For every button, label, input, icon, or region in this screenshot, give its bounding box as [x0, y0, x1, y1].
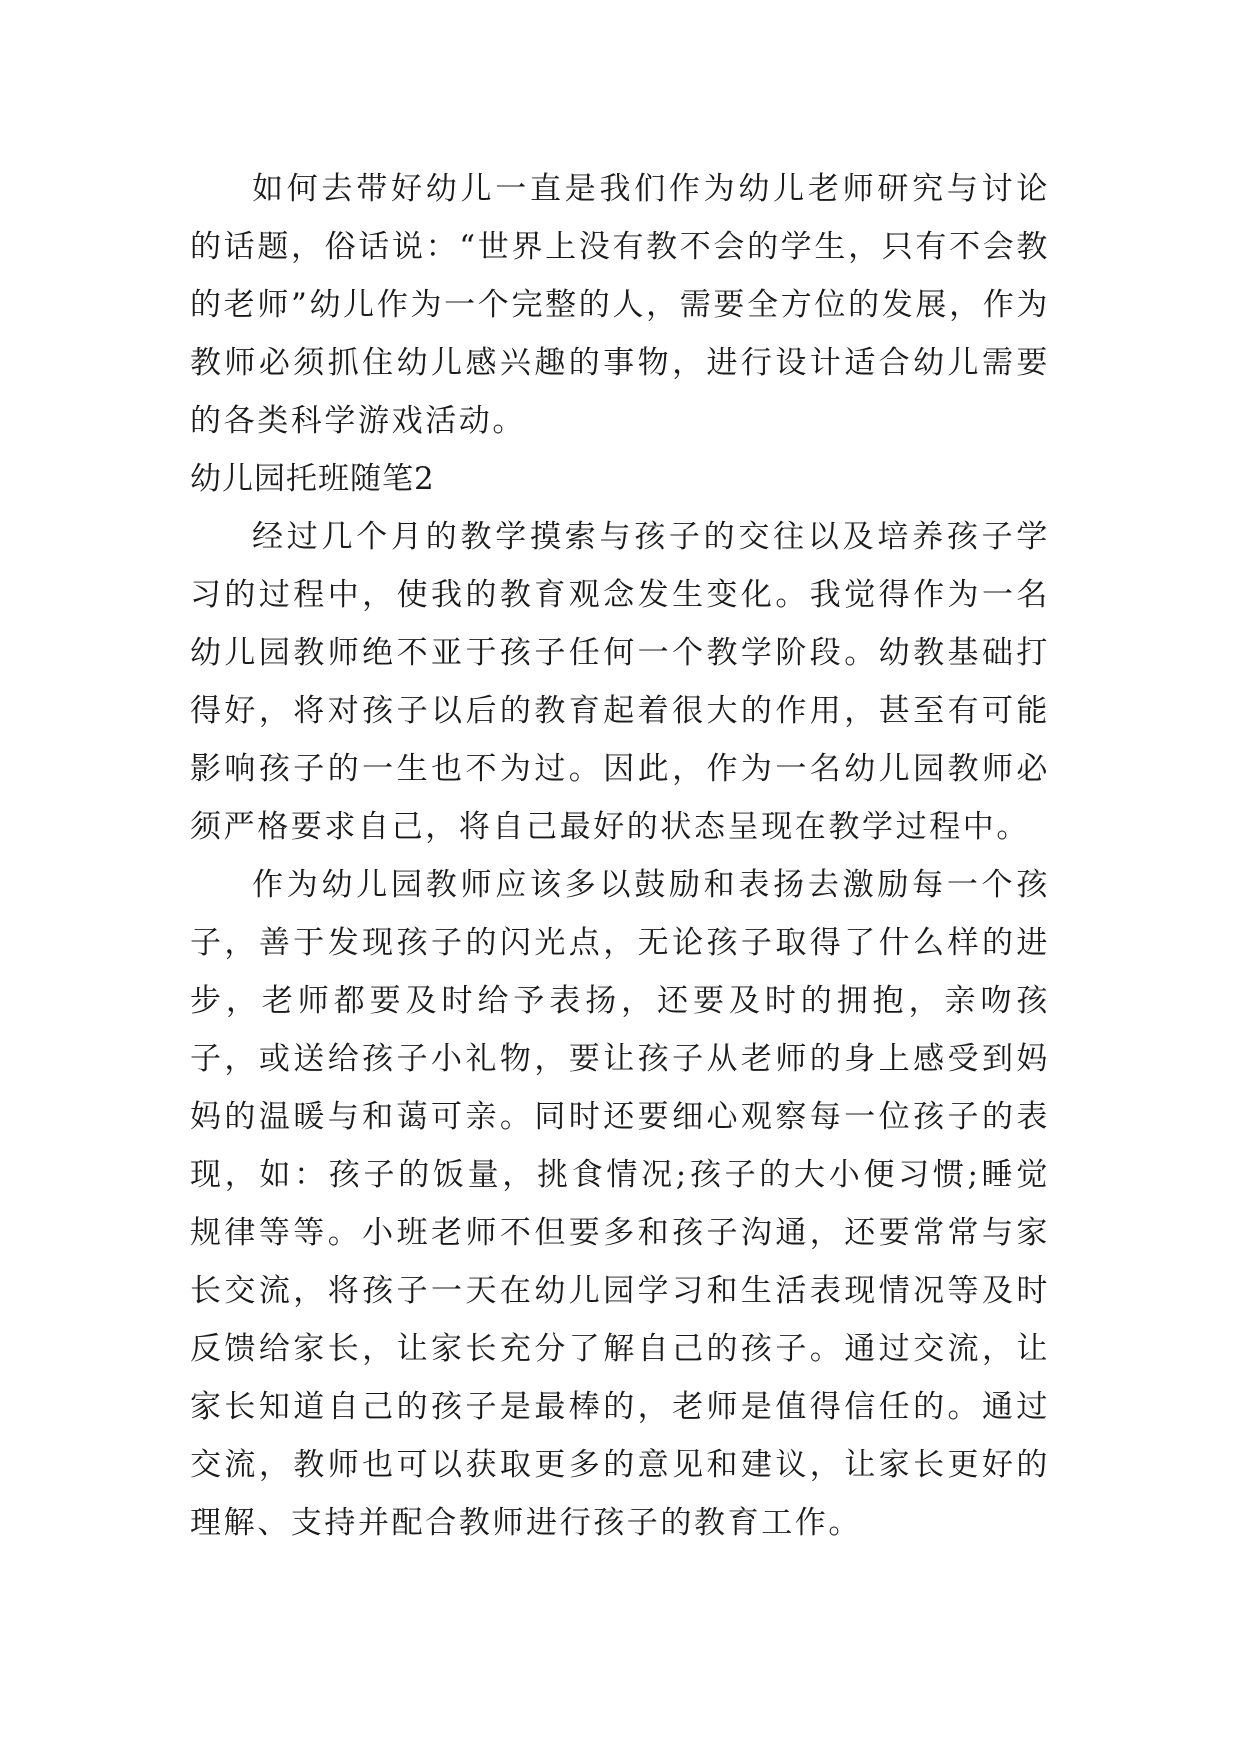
paragraph-1: 经过几个月的教学摸索与孩子的交往以及培养孩子学习的过程中，使我的教育观念发生变化。我觉得作为一名幼儿园教师绝不亚于孩子任何一个教学阶段。幼教基础打得好，将对孩子以后的教育起着很大的作用，甚至有可能影响孩子的一生也不为过。因此，作为一名幼儿园教师必须严格要求自己，将自己最好的状态呈现在教学过程中。	[190, 519, 1050, 845]
paragraph-2: 作为幼儿园教师应该多以鼓励和表扬去激励每一个孩子，善于发现孩子的闪光点，无论孩子取得了什么样的进步，老师都要及时给予表扬，还要及时的拥抱，亲吻孩子，或送给孩子小礼物，要让孩子从老师的身上感受到妈妈的温暖与和蔼可亲。同时还要细心观察每一位孩子的表现，如：孩子的饭量，挑食情况;孩子的大小便习惯;睡觉规律等等。小班老师不但要多和孩子沟通，还要常常与家长交流，将孩子一天在幼儿园学习和生活表现情况等及时反馈给家长，让家长充分了解自己的孩子。通过交流，让家长知道自己的孩子是最棒的，老师是值得信任的。通过交流，教师也可以获取更多的意见和建议，让家长更好的理解、支持并配合教师进行孩子的教育工作。	[190, 867, 1050, 1541]
section-title: 幼儿园托班随笔2	[190, 461, 435, 497]
document-body	[190, 160, 1050, 1552]
paragraph-intro: 如何去带好幼儿一直是我们作为幼儿老师研究与讨论的话题，俗话说：“世界上没有教不会的学生，只有不会教的老师”幼儿作为一个完整的人，需要全方位的发展，作为教师必须抓住幼儿感兴趣的事物，进行设计适合幼儿需要的各类科学游戏活动。	[190, 171, 1050, 439]
